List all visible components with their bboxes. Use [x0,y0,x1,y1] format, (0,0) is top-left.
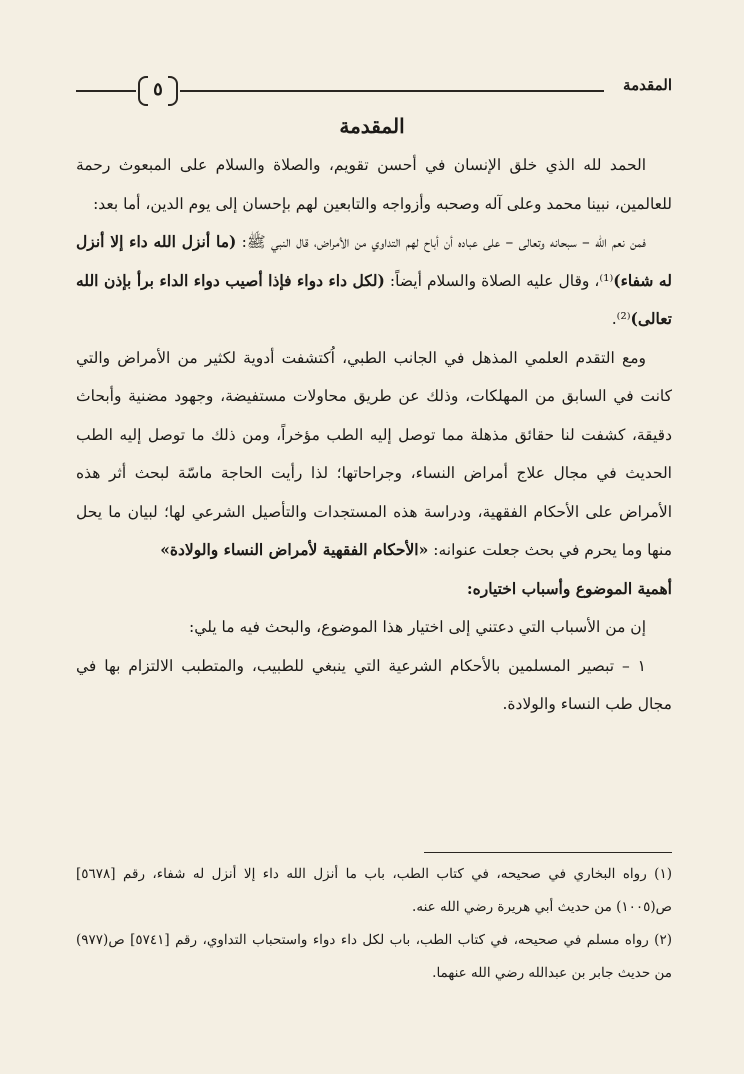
section-heading: أهمية الموضوع وأسباب اختياره: [466,578,672,598]
paragraph-progress-text: ومع التقدم العلمي المذهل في الجانب الطبي، اُكتشفت أدوية لكثير من الأمراض والتي كانت في السابق من المهلكات، وذلك عن طريق محاولات مستفيضة، وجهود مضنية وأبحاث دقيقة، كشفت لنا حقائق مذهلة مما توصل إليه الطب مؤخراً، ومن ذلك ما توصل إليه الطب الحديث في مجال علاج أمراض النساء، وجراحاتها؛ لذا رأيت الحاجة ماسّة لبحث أثر هذه الأمراض على الأحكام الفقهية، ودراسة هذه المستجدات والتأصيل الشرعي لها؛ لبيان ما يحل منها وما يحرم في بحث جعلت عنوانه: [76,348,672,559]
paragraph-hadith-text: فمن نعم الله – سبحانه وتعالى – على عباده أن أباح لهم التداوي من الأمراض، قال النبي ﷺ: [236,233,646,251]
header-rule-right [180,90,604,92]
paragraph-progress [76,339,672,570]
chapter-title: المقدمة [339,114,405,138]
running-title: المقدمة [623,76,672,94]
footnotes [76,858,672,990]
body-text [76,146,672,724]
hadith-quote-1: (ما أنزل الله داء إلا أنزل له شفاء) [76,232,672,290]
header-rule-left [76,90,136,92]
footnote-ref-1[interactable]: ⁽¹⁾ [599,271,614,290]
footnote-1: (١) رواه البخاري في صحيحه، في كتاب الطب، باب ما أنزل الله داء إلا أنزل له شفاء، رقم [٥٦٧٨] ص(١٠٠٥) من حديث أبي هريرة رضي الله عنه. [76,866,672,915]
paragraph-hadith-end: . [611,310,617,328]
footnote-separator [424,852,672,853]
footnote-2: (٢) رواه مسلم في صحيحه، في كتاب الطب، باب لكل داء دواء واستحباب التداوي، رقم [٥٧٤١] ص(٩٧٧) من حديث جابر بن عبدالله رضي الله عنهما. [76,932,672,981]
page-number: ٥ [138,74,178,106]
list-item-1: ١ – تبصير المسلمين بالأحكام الشرعية التي ينبغي للطبيب، والمتطبب الالتزام بها في مجال طب النساء والولادة. [76,656,672,713]
hadith-quote-2: (لكل داء دواء فإذا أصيب دواء الداء برأ بإذن الله تعالى) [76,270,672,328]
footnote-ref-2[interactable]: ⁽²⁾ [616,310,631,328]
paragraph-intro: الحمد لله الذي خلق الإنسان في أحسن تقويم، والصلاة والسلام على المبعوث رحمة للعالمين، نبينا محمد وعلى آله وصحبه وأزواجه والتابعين لهم بإحسان إلى يوم الدين، أما بعد: [76,156,672,213]
research-title: «الأحكام الفقهية لأمراض النساء والولادة» [160,540,429,559]
paragraph-hadith-mid: ، وقال عليه الصلاة والسلام أيضاً: [384,271,600,290]
paragraph-hadith [76,223,672,339]
paragraph-reasons: إن من الأسباب التي دعتني إلى اختيار هذا الموضوع، والبحث فيه ما يلي: [189,618,646,636]
